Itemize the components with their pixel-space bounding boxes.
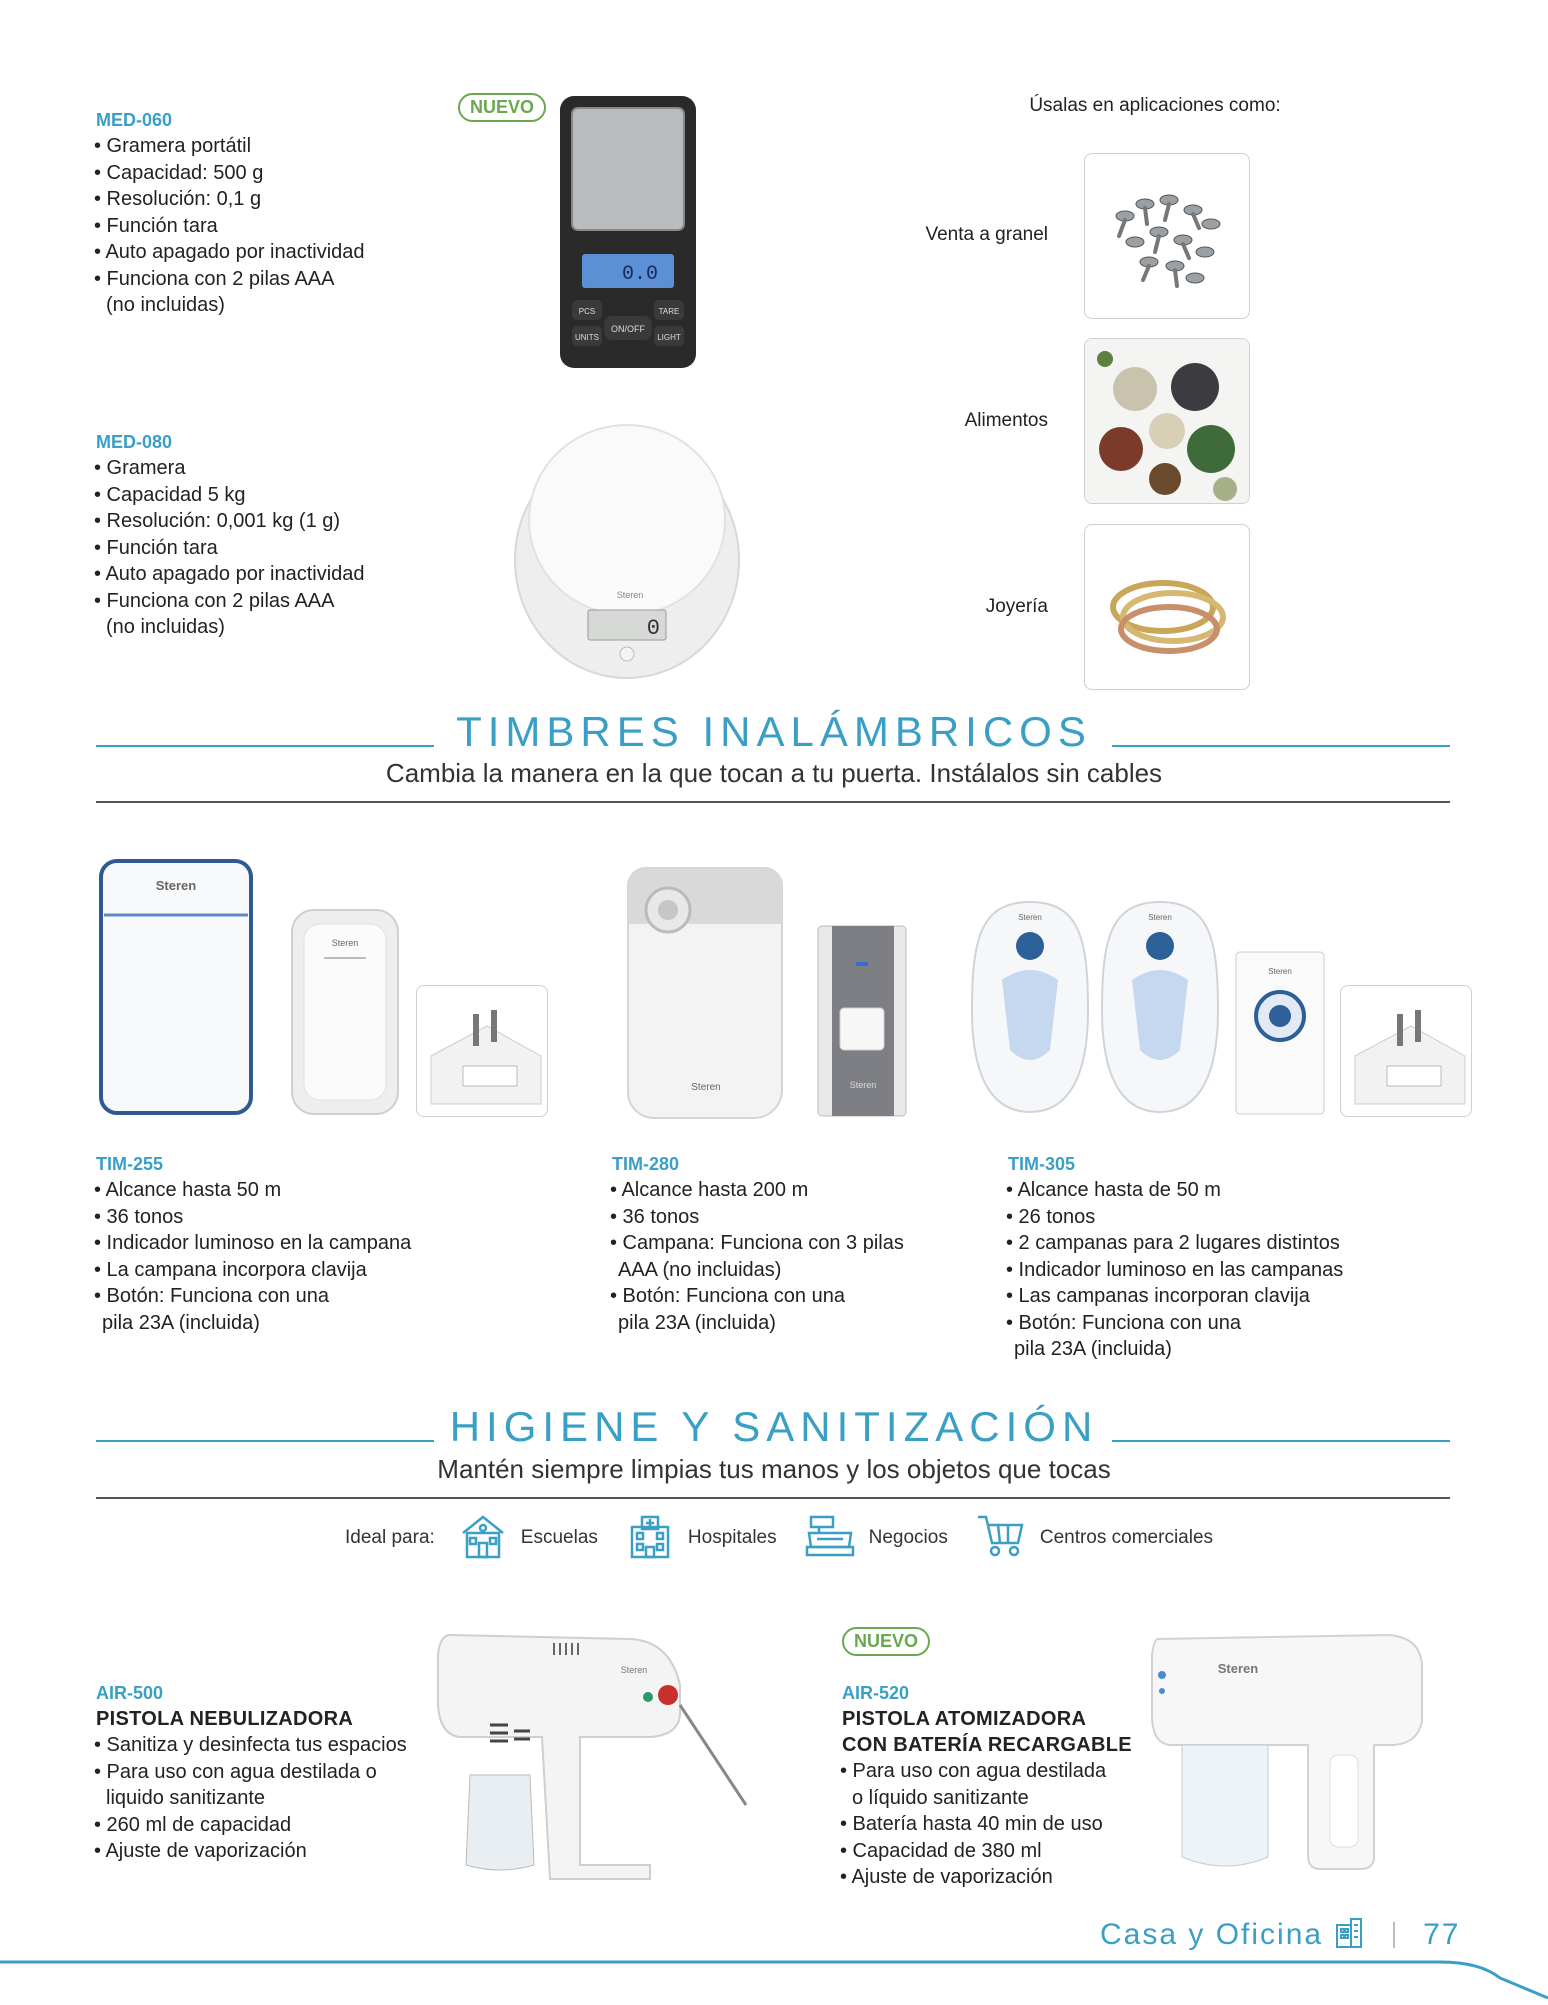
- product-code-air-500: AIR-500: [96, 1683, 164, 1703]
- svg-text:Steren: Steren: [691, 1082, 721, 1093]
- air-520-specs: [840, 1758, 1106, 1891]
- spec: pila 23A (incluida): [102, 1311, 260, 1334]
- spec: • Botón: Funciona con una: [94, 1285, 329, 1307]
- scale-display: 0.0: [621, 263, 658, 286]
- spec: • Para uso con agua destilada o: [94, 1760, 377, 1783]
- med-060-specs: [94, 133, 365, 319]
- tim-305-chime-image: [1100, 900, 1220, 1114]
- svg-text:Steren: Steren: [1217, 1661, 1259, 1676]
- spec: • Botón: Funciona con una: [610, 1285, 845, 1307]
- tim-305-specs: [1006, 1177, 1343, 1363]
- svg-text:ON/OFF: ON/OFF: [611, 324, 645, 334]
- product-code-air-520: AIR-520: [842, 1683, 910, 1703]
- air-520-atomizer-image: [1148, 1625, 1426, 1885]
- spec: • Alcance hasta de 50 m: [1006, 1179, 1221, 1201]
- product-title: PISTOLA NEBULIZADORA: [96, 1708, 354, 1730]
- spec: • Capacidad de 380 ml: [840, 1839, 1042, 1862]
- spec: • Alcance hasta 50 m: [94, 1179, 282, 1201]
- school-icon: [459, 1513, 507, 1564]
- tim-255-chime-image: [98, 858, 258, 1118]
- plug-image: [1340, 985, 1472, 1117]
- application-label: Venta a granel: [925, 224, 1048, 245]
- product-code-tim-280: TIM-280: [612, 1154, 680, 1174]
- spec: • Función tara: [94, 536, 218, 559]
- building-icon: [1333, 1917, 1365, 1954]
- bulk-screws-image: [1084, 153, 1250, 319]
- spec: • Campana: Funciona con 3 pilas: [610, 1232, 904, 1254]
- spec: AAA (no incluidas): [618, 1258, 782, 1281]
- jewelry-rings-image: [1084, 524, 1250, 690]
- ideal-for-row: [345, 1514, 1213, 1562]
- tim-255-button-image: [290, 908, 400, 1116]
- spec: • Capacidad: 500 g: [94, 161, 264, 184]
- spec: • Sanitiza y desinfecta tus espacios: [94, 1734, 407, 1756]
- spec: • Funciona con 2 pilas AAA: [94, 589, 335, 612]
- svg-text:Steren: Steren: [1148, 913, 1172, 922]
- spec: liquido sanitizante: [106, 1787, 265, 1809]
- footer-separator: [1393, 1922, 1395, 1948]
- spec: • Gramera portátil: [94, 135, 252, 157]
- section-subtitle-doorbells: Cambia la manera en la que tocan a tu puerta. Instálalos sin cables: [385, 758, 1163, 788]
- med-080-specs: [94, 455, 365, 641]
- svg-text:UNITS: UNITS: [575, 333, 599, 342]
- plug-image: [416, 985, 548, 1117]
- spec: • Indicador luminoso en las campanas: [1006, 1258, 1344, 1281]
- spec: • Batería hasta 40 min de uso: [840, 1813, 1103, 1835]
- svg-text:Steren: Steren: [620, 1665, 648, 1675]
- scale-display: 0: [646, 616, 660, 641]
- spec: • 2 campanas para 2 lugares distintos: [1006, 1232, 1340, 1254]
- application-label: Joyería: [985, 596, 1048, 617]
- spec: • 26 tonos: [1006, 1205, 1096, 1228]
- product-title: CON BATERÍA RECARGABLE: [842, 1734, 1132, 1756]
- new-badge: NUEVO: [842, 1627, 930, 1656]
- spec: pila 23A (incluida): [1014, 1338, 1172, 1360]
- svg-text:Steren: Steren: [331, 938, 359, 948]
- spec: (no incluidas): [106, 616, 225, 638]
- spec: • Ajuste de vaporización: [840, 1866, 1053, 1888]
- section-subtitle-hygiene: Mantén siempre limpias tus manos y los objetos que tocas: [437, 1454, 1111, 1484]
- air-500-nebulizer-image: [430, 1625, 750, 1885]
- kitchen-scale-image: [512, 410, 742, 680]
- new-badge: NUEVO: [458, 93, 546, 122]
- ideal-item-label: Hospitales: [687, 1527, 777, 1548]
- tim-255-specs: [94, 1177, 411, 1336]
- svg-text:LIGHT: LIGHT: [657, 333, 681, 342]
- svg-text:PCS: PCS: [578, 307, 596, 316]
- food-seeds-image: [1084, 338, 1250, 504]
- svg-text:Steren: Steren: [155, 878, 197, 893]
- spec: • Auto apagado por inactividad: [94, 563, 365, 585]
- tim-305-chime-image: [970, 900, 1090, 1114]
- spec: • Alcance hasta 200 m: [610, 1179, 809, 1201]
- footer-wave: [0, 1958, 1548, 2000]
- tim-305-button-image: [1234, 950, 1326, 1116]
- ideal-item-label: Escuelas: [520, 1527, 598, 1548]
- section-divider: [96, 1497, 1450, 1499]
- tim-280-button-image: [816, 924, 908, 1118]
- spec: • 36 tonos: [610, 1205, 700, 1228]
- section-divider: [96, 801, 1450, 803]
- spec: • Ajuste de vaporización: [94, 1840, 307, 1862]
- spec: (no incluidas): [106, 294, 225, 316]
- product-code-med-060: MED-060: [96, 110, 173, 130]
- svg-text:Steren: Steren: [1268, 967, 1292, 976]
- spec: • Gramera: [94, 457, 186, 479]
- spec: • Botón: Funciona con una: [1006, 1311, 1241, 1334]
- spec: • Indicador luminoso en la campana: [94, 1232, 412, 1254]
- svg-text:Steren: Steren: [849, 1080, 877, 1090]
- spec: • La campana incorpora clavija: [94, 1258, 367, 1281]
- spec: • Funciona con 2 pilas AAA: [94, 267, 335, 290]
- spec: • 36 tonos: [94, 1205, 184, 1228]
- svg-text:TARE: TARE: [658, 307, 680, 316]
- section-title-doorbells: TIMBRES INALÁMBRICOS: [456, 708, 1092, 755]
- spec: • Resolución: 0,001 kg (1 g): [94, 510, 341, 532]
- spec: • Resolución: 0,1 g: [94, 188, 262, 210]
- ideal-for-label: Ideal para:: [345, 1527, 435, 1548]
- footer-section-name: Casa y Oficina: [1100, 1918, 1324, 1951]
- page-number: 77: [1423, 1918, 1461, 1951]
- product-code-med-080: MED-080: [96, 432, 173, 452]
- svg-text:Steren: Steren: [616, 590, 644, 600]
- tim-280-chime-image: [626, 864, 784, 1120]
- shopping-cart-icon: [976, 1513, 1026, 1564]
- spec: o líquido sanitizante: [852, 1786, 1029, 1809]
- cash-register-icon: [805, 1513, 855, 1564]
- spec: • Función tara: [94, 214, 218, 237]
- applications-heading: Úsalas en aplicaciones como:: [1029, 95, 1281, 116]
- pocket-scale-image: [558, 94, 698, 370]
- product-code-tim-255: TIM-255: [96, 1154, 164, 1174]
- ideal-item-label: Centros comerciales: [1039, 1527, 1214, 1548]
- ideal-item-label: Negocios: [868, 1527, 948, 1548]
- footer: [1100, 1915, 1460, 1955]
- hospital-icon: [626, 1513, 674, 1564]
- svg-text:Steren: Steren: [1018, 913, 1042, 922]
- spec: • Capacidad 5 kg: [94, 483, 246, 506]
- spec: • Para uso con agua destilada: [840, 1760, 1107, 1782]
- spec: • Auto apagado por inactividad: [94, 241, 365, 263]
- product-code-tim-305: TIM-305: [1008, 1154, 1076, 1174]
- application-label: Alimentos: [964, 410, 1048, 431]
- section-title-hygiene: HIGIENE Y SANITIZACIÓN: [449, 1403, 1099, 1450]
- spec: pila 23A (incluida): [618, 1311, 776, 1334]
- tim-280-specs: [610, 1177, 904, 1336]
- spec: • Las campanas incorporan clavija: [1006, 1285, 1310, 1307]
- product-title: PISTOLA ATOMIZADORA: [842, 1708, 1087, 1730]
- air-500-specs: [94, 1732, 407, 1865]
- spec: • 260 ml de capacidad: [94, 1813, 292, 1836]
